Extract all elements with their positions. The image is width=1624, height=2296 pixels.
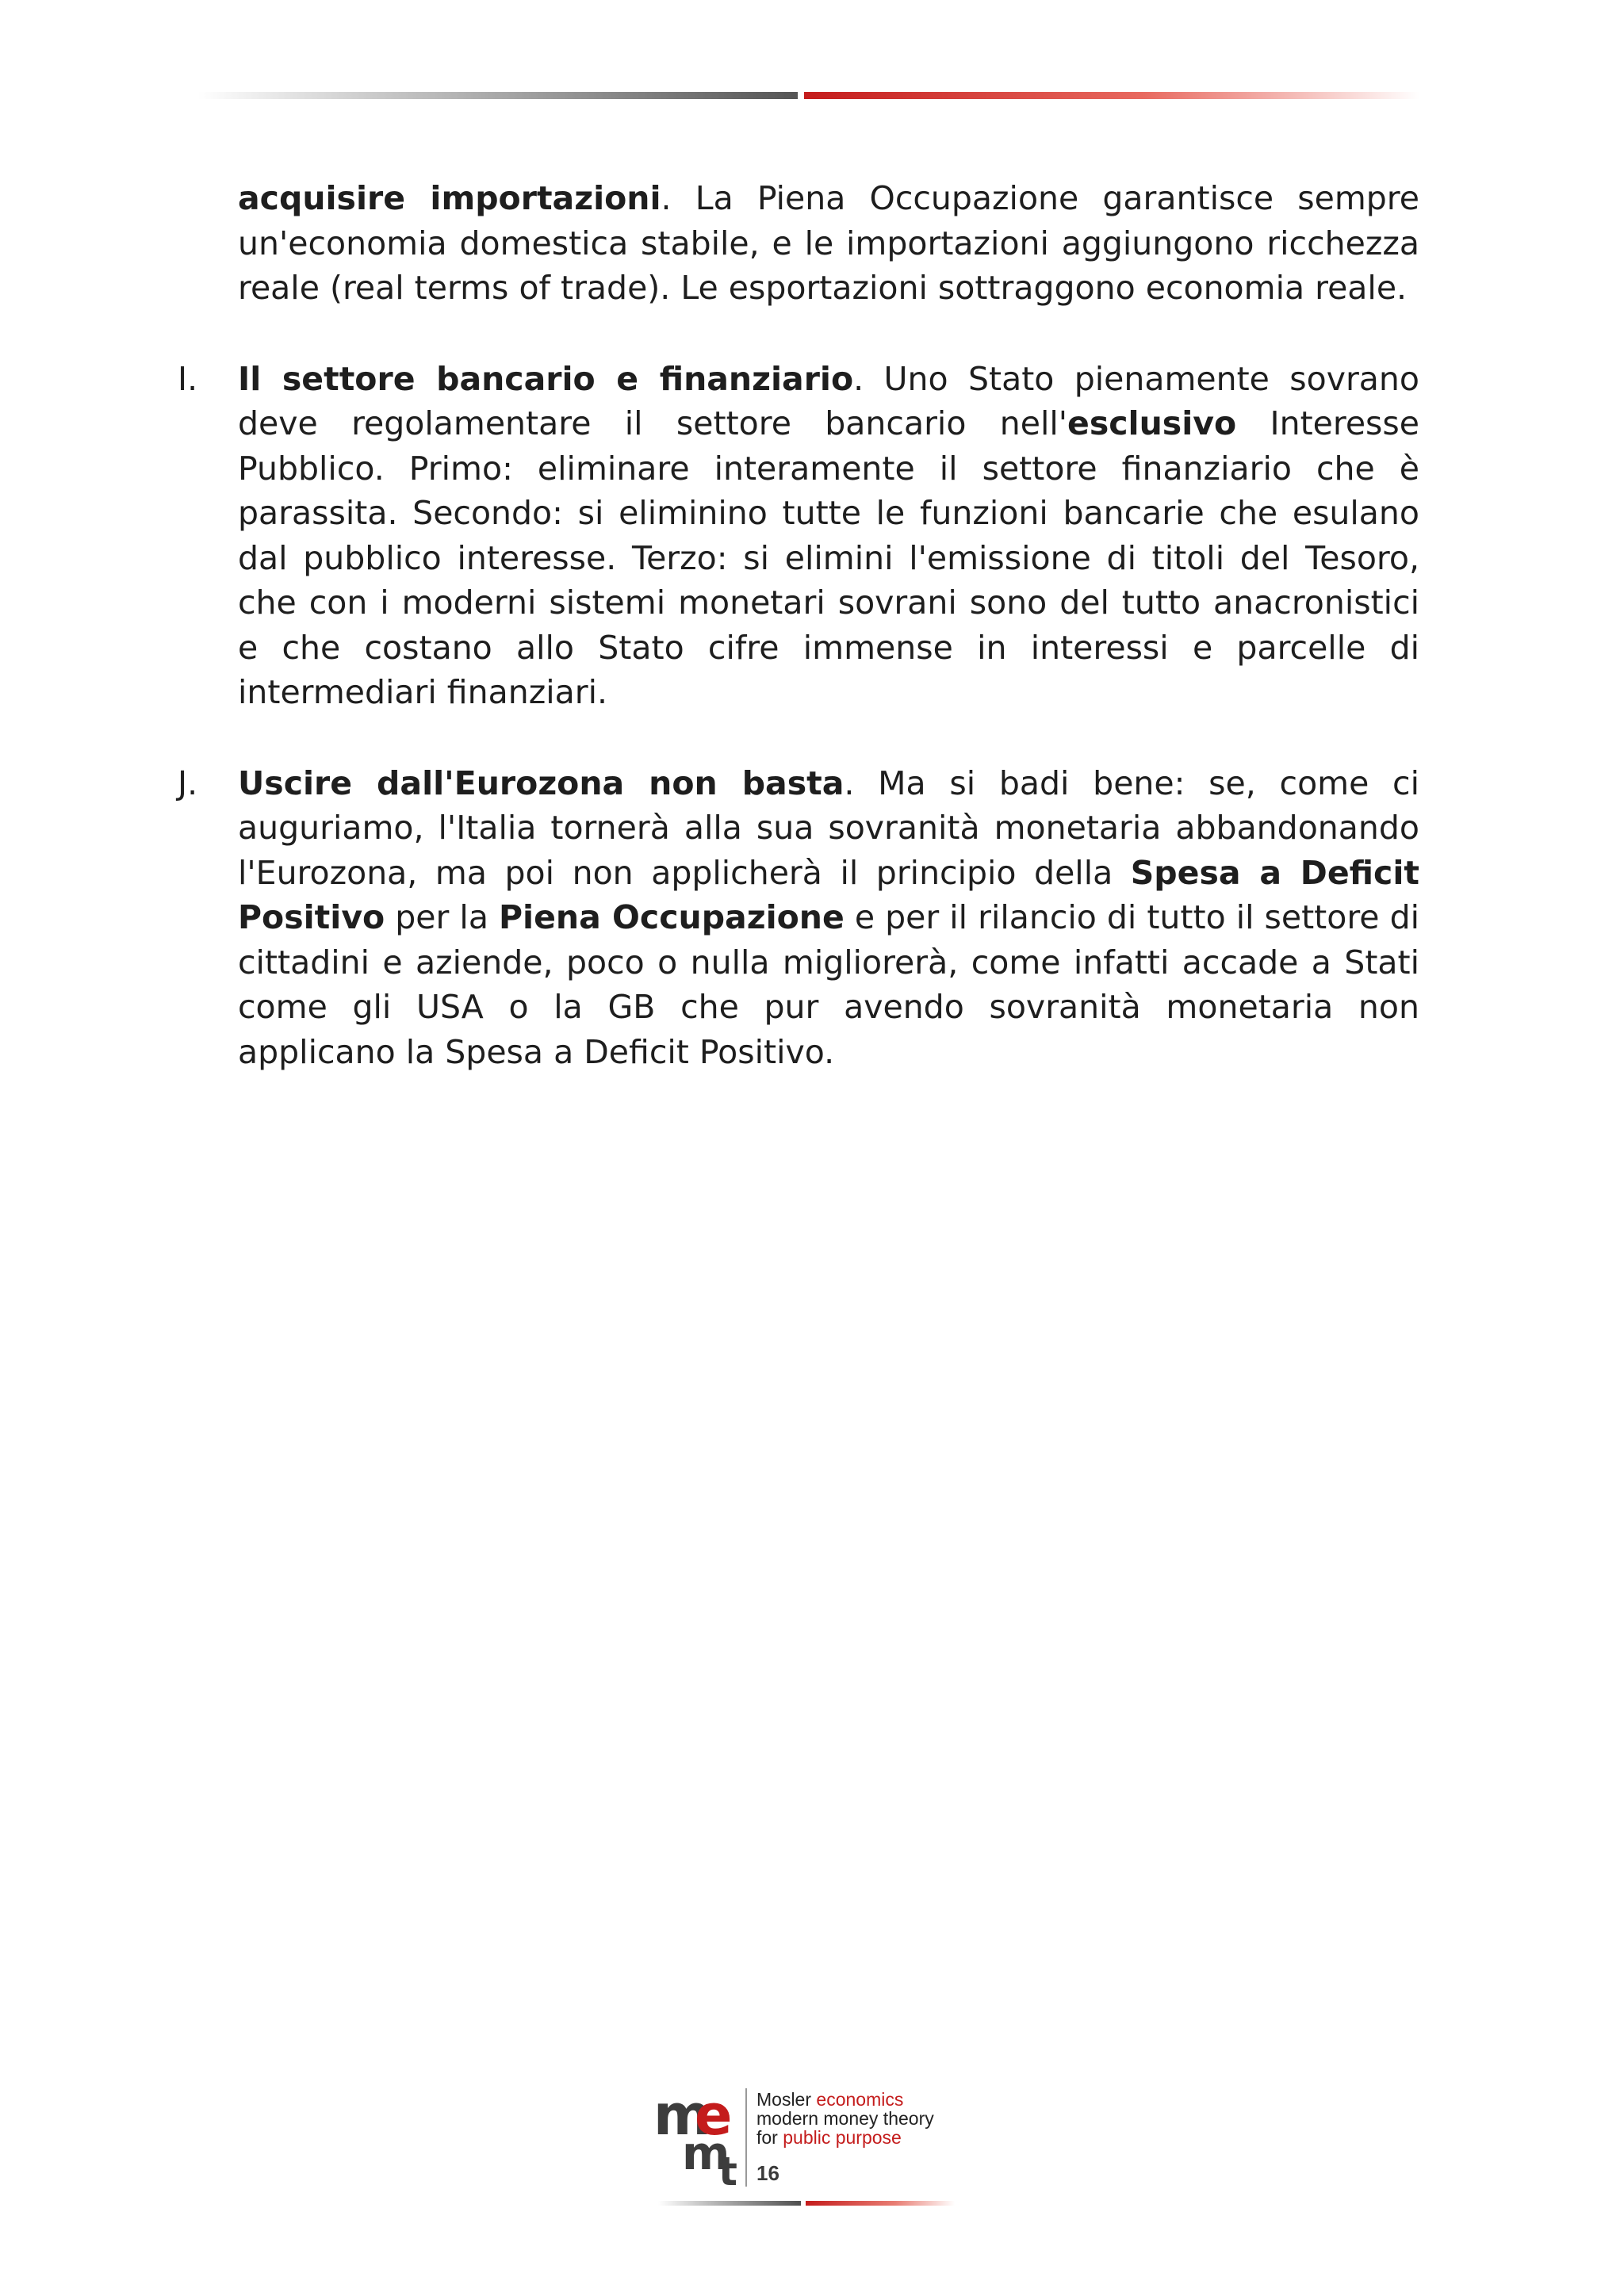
svg-text:t: t (718, 2149, 737, 2188)
svg-text:m: m (682, 2126, 724, 2180)
tagline-line-2: modern money theory (756, 2108, 934, 2129)
intro-paragraph (238, 176, 1419, 311)
svg-text:e: e (695, 2085, 733, 2148)
header-rule-red (804, 92, 1419, 99)
item-title: Il settore bancario e finanziario (238, 359, 854, 398)
intro-bold-phrase: acquisire importazioni (238, 179, 661, 217)
item-paragraph (238, 357, 1419, 715)
item-paragraph (238, 761, 1419, 1075)
item-title: Uscire dall'Eurozona non basta (238, 763, 845, 802)
item-text: . Uno Stato pienamente sovrano deve regolamentare il settore bancario nell' (238, 359, 1420, 442)
item-bold-phrase: Spesa a Deficit Positivo (238, 853, 1419, 936)
page-footer (650, 2085, 983, 2212)
item-text: Interesse Pubblico. Primo: eliminare interamente il settore finanziario che è parassita. Secondo: si eliminino tutte le funzioni bancarie che esulano dal pubblico interesse. Terzo: si elimini l'emissione di titoli del Tesoro, che con i moderni sistemi monetari sovrani sono del tutto anacronistici e che costano allo Stato cifre immense in interessi e parcelle di intermediari finanziari. (238, 404, 1419, 711)
footer-divider (745, 2088, 747, 2187)
footer-rule-red (806, 2201, 955, 2206)
item-bold-word: esclusivo (1067, 404, 1237, 442)
list-marker: J. (178, 763, 198, 802)
page-number: 16 (756, 2161, 779, 2185)
list-item-j (178, 761, 1419, 1075)
list-marker: I. (178, 359, 198, 398)
footer-tagline (756, 2090, 934, 2147)
item-text: e per il rilancio di tutto il settore di cittadini e aziende, poco o nulla migliorerà, come infatti accade a Stati come gli USA o la GB che pur avendo sovranità monetaria non applicano la Spesa a Deficit Positivo. (238, 898, 1419, 1071)
tagline-line-1: Mosler economics (756, 2089, 904, 2110)
item-text: . Ma si badi bene: se, come ci auguriamo, l'Italia tornerà alla sua sovranità monetaria abbandonando l'Eurozona, ma poi non applicherà il principio della (238, 763, 1419, 892)
item-bold-phrase: Piena Occupazione (499, 898, 845, 936)
intro-text: . La Piena Occupazione garantisce sempre un'economia domestica stabile, e le importazioni aggiungono ricchezza reale (real terms of trade). Le esportazioni sottraggono economia reale. (238, 179, 1419, 307)
tagline-line-3: for public purpose (756, 2127, 902, 2148)
memt-logo (650, 2085, 745, 2188)
list-item-i (178, 357, 1420, 715)
page-body (178, 176, 1420, 1074)
header-rule-gray (198, 92, 798, 99)
footer-rule-gray (658, 2201, 801, 2206)
svg-text:m: m (653, 2085, 704, 2148)
item-text: per la (385, 898, 499, 936)
